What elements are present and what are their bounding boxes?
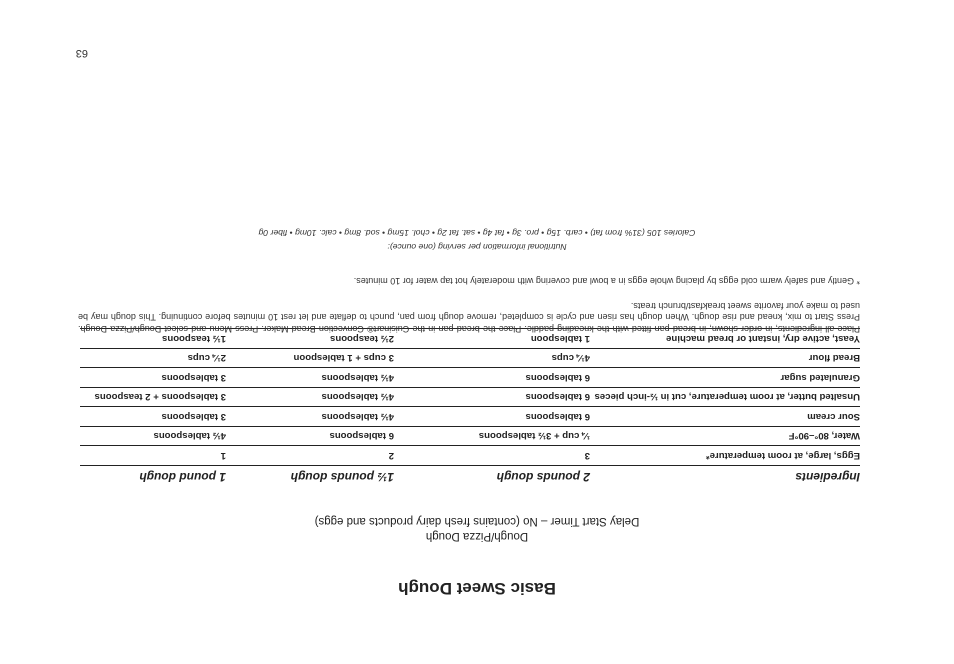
amount-2-pounds: 6 tablespoons xyxy=(394,407,590,427)
ingredient-name: Eggs, large, at room temperature* xyxy=(590,446,860,466)
amount-1-5-pounds: 6 tablespoons xyxy=(226,427,394,447)
table-row xyxy=(80,427,860,447)
amount-1-5-pounds: 2½ teaspoons xyxy=(226,329,394,349)
amount-1-pound: 3 tablespoons xyxy=(80,368,226,388)
amount-2-pounds: 6 tablespoons xyxy=(394,388,590,408)
header-1-5-pounds: 1½ pounds dough xyxy=(226,466,394,485)
amount-2-pounds: ¼ cup + 3½ tablespoons xyxy=(394,427,590,447)
ingredients-table xyxy=(80,329,860,485)
amount-1-5-pounds: 4½ tablespoons xyxy=(226,407,394,427)
amount-1-pound: 3 tablespoons + 2 teaspoons xyxy=(80,388,226,408)
nutrition-label: Nutritional information per serving (one ounce): xyxy=(387,242,567,252)
page-number: 63 xyxy=(75,47,88,59)
table-row xyxy=(80,407,860,427)
ingredient-name: Yeast, active dry, instant or bread machine xyxy=(590,329,860,349)
recipe-title: Basic Sweet Dough xyxy=(398,579,556,598)
amount-1-5-pounds: 2 xyxy=(226,446,394,466)
amount-2-pounds: 6 tablespoons xyxy=(394,368,590,388)
amount-2-pounds: 4¼ cups xyxy=(394,349,590,369)
header-2-pounds: 2 pounds dough xyxy=(394,466,590,485)
recipe-delay-note: Delay Start Timer – No (contains fresh dairy products and eggs) xyxy=(314,515,640,527)
amount-1-pound: 4½ tablespoons xyxy=(80,427,226,447)
header-ingredients: Ingredients xyxy=(590,466,860,485)
ingredient-name: Bread flour xyxy=(590,349,860,369)
recipe-program: Dough/Pizza Dough xyxy=(425,530,529,542)
amount-2-pounds: 1 tablespoon xyxy=(394,329,590,349)
amount-2-pounds: 3 xyxy=(394,446,590,466)
amount-1-pound: 3 tablespoons xyxy=(80,407,226,427)
table-header-row xyxy=(80,466,860,485)
amount-1-pound: 1 xyxy=(80,446,226,466)
nutrition-values: Calories 105 (31% from fat) • carb. 15g • pro. 3g • fat 4g • sat. fat 2g • chol. 15mg • sod. 8mg • calc. 10mg • fiber 0g xyxy=(258,228,696,238)
ingredient-name: Unsalted butter, at room temperature, cut in ½-inch pieces xyxy=(590,388,860,408)
amount-1-5-pounds: 4½ tablespoons xyxy=(226,388,394,408)
amount-1-pound: 1½ teaspoons xyxy=(80,329,226,349)
amount-1-pound: 2¼ cups xyxy=(80,349,226,369)
amount-1-5-pounds: 3 cups + 1 tablespoon xyxy=(226,349,394,369)
table-row xyxy=(80,349,860,369)
egg-footnote: * Gently and safely warm cold eggs by placing whole eggs in a bowl and covering with moderately hot tap water for 10 minutes. xyxy=(353,276,860,286)
amount-1-5-pounds: 4½ tablespoons xyxy=(226,368,394,388)
header-1-pound: 1 pound dough xyxy=(80,466,226,485)
table-row xyxy=(80,388,860,408)
ingredient-name: Water, 80°–90°F xyxy=(590,427,860,447)
ingredient-name: Sour cream xyxy=(590,407,860,427)
ingredient-name: Granulated sugar xyxy=(590,368,860,388)
recipe-instructions: Place all ingredients, in order shown, in bread pan fitted with the kneading paddle. Place the bread pan in the Cuisinart® Convection Bread Maker. Press Menu and select Dough/Pizza Dough. Press Start to mix, knead and rise dough. When dough has risen and cycle is completed, remove dough from pan, punch to deflate and let rest 10 minutes before continuing. This dough may be used to make your favorite sweet breakfast/brunch treats. xyxy=(78,301,860,334)
table-row xyxy=(80,368,860,388)
table-row xyxy=(80,446,860,466)
